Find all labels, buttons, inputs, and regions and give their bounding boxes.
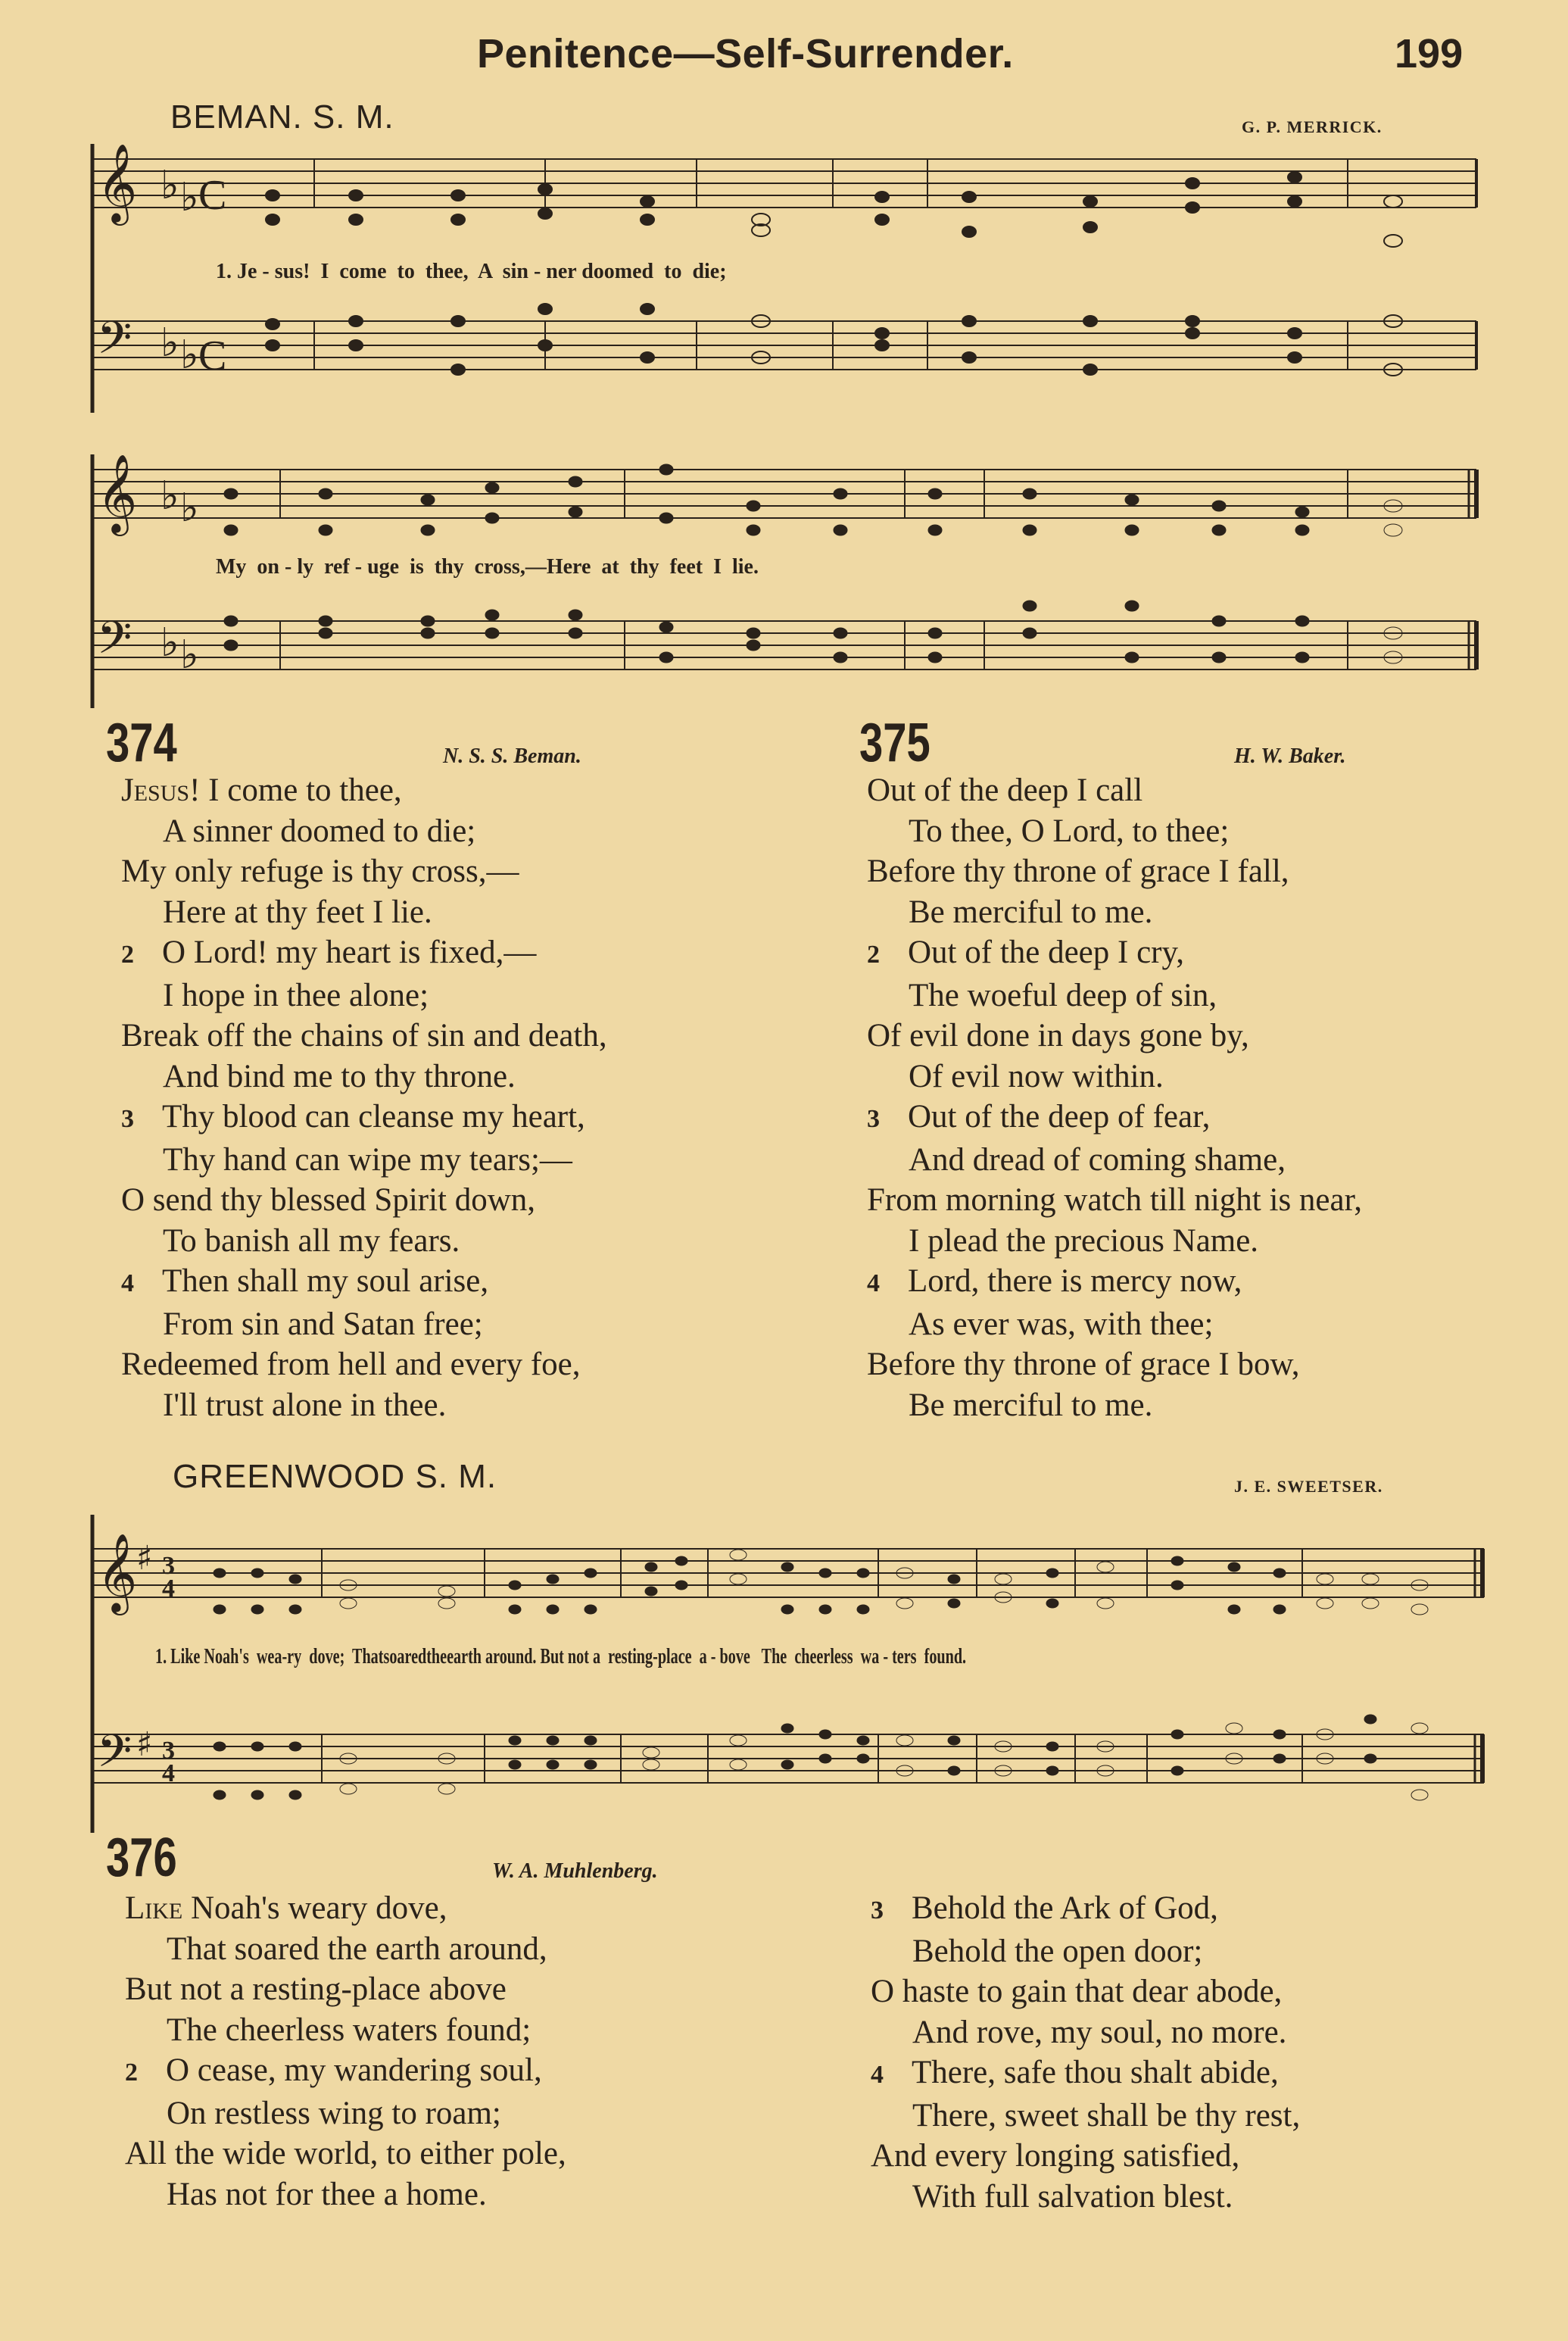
verse-line: But not a resting-place above [125,1971,507,2007]
verse-number: 3 [867,1105,880,1133]
verse-line: Lord, there is mercy now, [908,1263,1242,1299]
verse-line: Behold the Ark of God, [912,1890,1218,1926]
tune-name: GREENWOOD S. M. [173,1458,497,1495]
lyric-line-3: 1. Like Noah's wea-ry dove; Thatsoaredtheearth around. But not a resting-place a - bove The cheerless wa - ters found. [155,1645,967,1668]
svg-text:♯: ♯ [136,1725,153,1764]
svg-text:♭: ♭ [161,320,179,366]
verse-line: Out of the deep I call [867,773,1143,808]
verse-line: There, safe thou shalt abide, [912,2055,1279,2090]
verse-line: O Lord! my heart is fixed,— [162,935,537,970]
svg-text:♭: ♭ [180,632,199,678]
verse-number: 3 [121,1105,134,1133]
svg-text:♭: ♭ [161,473,179,519]
verse-number: 3 [871,1896,884,1924]
verse-line: I hope in thee alone; [163,977,429,1013]
tune-name: BEMAN. S. M. [170,98,394,136]
svg-text:4: 4 [162,1759,175,1787]
svg-text:3: 3 [162,1737,175,1765]
verse-line: I come to thee, [200,773,402,808]
verse-number: 4 [871,2061,884,2089]
verse-line: I plead the precious Name. [909,1222,1259,1259]
verse-line: O cease, my wandering soul, [166,2052,542,2088]
verse-line: Noah's weary dove, [182,1890,447,1926]
verse-line: Out of the deep I cry, [908,935,1184,970]
lyric-line-1: 1. Je - sus! I come to thee, A sin - ner doomed to die; [216,260,727,283]
notes-system-3 [214,1550,1428,1800]
verse-line: Before thy throne of grace I bow, [867,1347,1300,1382]
verse-line: O haste to gain that dear abode, [871,1974,1283,2009]
verse-line: From morning watch till night is near, [867,1182,1362,1218]
tune-composer: G. P. MERRICK. [1242,117,1383,136]
verse-line: That soared the earth around, [167,1931,547,1967]
verse-line: To banish all my fears. [163,1222,460,1259]
verse-line: Before thy throne of grace I fall, [867,854,1289,889]
verse-line: The woeful deep of sin, [909,977,1217,1013]
hymn-author: W. A. Muhlenberg. [492,1859,658,1883]
svg-text:𝄢: 𝄢 [97,611,132,675]
verse-line: Of evil done in days gone by, [867,1018,1249,1053]
svg-text:C: C [198,332,227,379]
verse-line: And bind me to thy throne. [163,1058,516,1094]
svg-text:♭: ♭ [180,485,199,531]
verse-line: And every longing satisfied, [871,2138,1240,2174]
hymn-376-text-right [871,1888,1300,2217]
verse-line: And dread of coming shame, [909,1141,1286,1178]
hymn-number: 375 [859,713,931,773]
hymn-author: N. S. S. Beman. [443,744,581,768]
verse-line: From sin and Satan free; [163,1306,483,1342]
hymn-376-text-left [125,1888,566,2215]
svg-text:4: 4 [162,1575,175,1603]
verse-line: A sinner doomed to die; [163,813,476,849]
verse-line: Thy hand can wipe my tears;— [163,1141,572,1178]
verse-line: To thee, O Lord, to thee; [909,813,1230,849]
verse-line: Here at thy feet I lie. [163,894,432,930]
verse-line: All the wide world, to either pole, [125,2136,566,2171]
svg-text:♭: ♭ [180,332,199,378]
verse-line: O send thy blessed Spirit down, [121,1182,536,1218]
page-number: 199 [1395,31,1464,76]
svg-text:♭: ♭ [161,620,179,666]
svg-text:𝄞: 𝄞 [97,143,138,223]
verse-line: The cheerless waters found; [167,2012,531,2048]
svg-text:𝄢: 𝄢 [97,1725,132,1788]
verse-number: 4 [121,1269,134,1297]
hymn-number: 374 [106,713,177,773]
svg-text:3: 3 [162,1552,175,1580]
svg-text:C: C [198,172,227,219]
svg-text:♭: ♭ [161,163,179,208]
svg-text:𝄞: 𝄞 [97,1533,138,1612]
verse-line: And rove, my soul, no more. [912,2014,1287,2050]
hymn-author: H. W. Baker. [1234,744,1346,768]
verse-line: Out of the deep of fear, [908,1099,1211,1135]
section-title: Penitence—Self-Surrender. [477,31,1014,76]
verse-number: 2 [867,941,880,969]
verse-line: There, sweet shall be thy rest, [912,2097,1301,2133]
verse-number: 2 [121,941,134,969]
hymn-number: 376 [106,1828,177,1888]
verse-line: Be merciful to me. [909,1387,1153,1423]
verse-line: Then shall my soul arise, [162,1263,489,1299]
svg-text:♭: ♭ [180,175,199,220]
verse-line: Has not for thee a home. [167,2176,487,2212]
tune-composer: J. E. SWEETSER. [1234,1477,1383,1496]
lyric-line-2: My on - ly ref - uge is thy cross,—Here at thy feet I lie. [216,555,759,579]
svg-text:𝄢: 𝄢 [97,311,132,375]
verse-line: As ever was, with thee; [909,1306,1214,1342]
verse-line: Redeemed from hell and every foe, [121,1347,581,1382]
verse-line: My only refuge is thy cross,— [121,854,519,889]
verse-number: 2 [125,2059,138,2087]
first-word: Jesus! [121,773,201,808]
svg-text:♯: ♯ [136,1539,153,1578]
verse-number: 4 [867,1269,880,1297]
svg-text:𝄞: 𝄞 [97,454,138,533]
verse-line: Behold the open door; [912,1933,1203,1969]
verse-line: Of evil now within. [909,1058,1164,1094]
verse-line: Thy blood can cleanse my heart, [162,1099,585,1135]
verse-line: With full salvation blest. [912,2178,1233,2215]
verse-line: I'll trust alone in thee. [163,1387,447,1423]
verse-line: Break off the chains of sin and death, [121,1018,607,1053]
verse-line: Be merciful to me. [909,894,1153,930]
verse-line: On restless wing to roam; [167,2095,501,2131]
first-word: Like [125,1890,183,1926]
